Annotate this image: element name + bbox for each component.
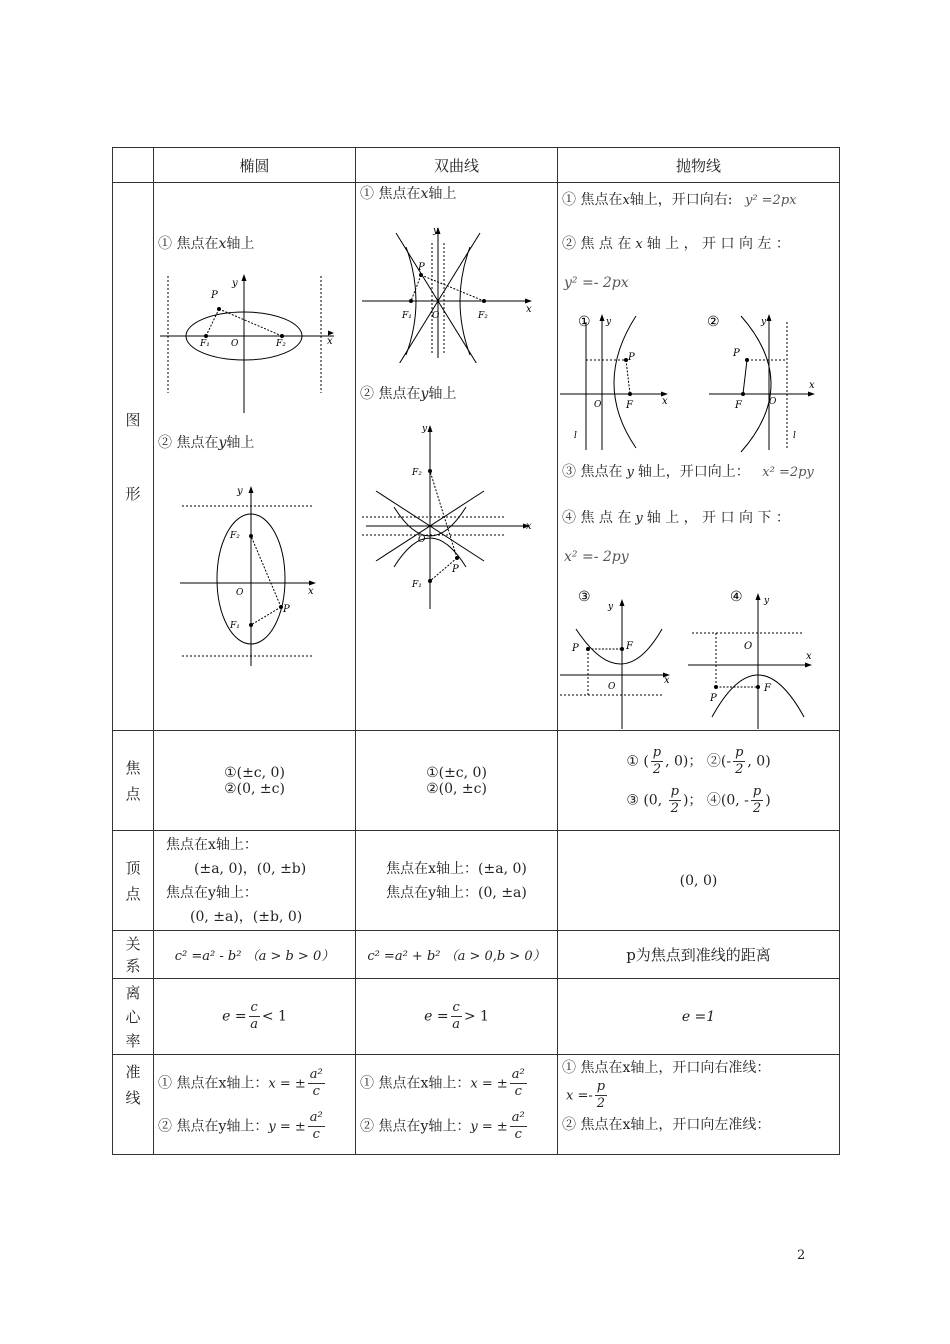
pd-den: 2	[596, 1096, 606, 1111]
svg-text:F₂: F₂	[478, 311, 488, 321]
parabola-directrix-cell	[558, 1055, 840, 1155]
ed-num: a²	[309, 1066, 323, 1082]
parabola-line2-label: ② 焦 点 在	[562, 236, 632, 252]
parabola-right-diagram	[558, 308, 688, 453]
ellipse-eccentricity-cell	[154, 979, 356, 1055]
svg-text:P: P	[211, 290, 218, 301]
hyperbola-directrix-cell	[356, 1055, 558, 1155]
ed-4: y = ±	[268, 1119, 306, 1134]
svg-text:y: y	[422, 424, 428, 434]
parabola-line2-tail: 轴 上 ， 开 口 向 左 ：	[646, 236, 790, 252]
svg-text:F₁: F₁	[402, 311, 412, 321]
svg-text:y: y	[232, 278, 238, 289]
svg-text:x: x	[809, 380, 815, 391]
pd-num: p	[596, 1079, 606, 1094]
svg-text:F: F	[764, 683, 771, 694]
hyperbola-case2-text	[360, 383, 456, 403]
svg-text:x: x	[327, 336, 333, 347]
fig-label-1: ①	[578, 314, 591, 330]
hyperbola-focus-1: ①(±c, 0)	[426, 764, 487, 781]
pf-b-num: p	[735, 744, 744, 760]
pf-c-num: p	[670, 783, 679, 799]
parabola-line1	[562, 189, 796, 209]
svg-text:x: x	[664, 675, 670, 686]
ellipse-focus-cell	[154, 731, 356, 831]
hyperbola-y-focus-diagram	[356, 419, 556, 619]
svg-text:P: P	[572, 643, 579, 654]
vertex-row	[113, 831, 840, 931]
header-row	[113, 148, 840, 183]
parabola-line2-eq: y² =- 2px	[564, 275, 629, 291]
svg-text:F₂: F₂	[276, 339, 286, 349]
hd-line2	[360, 1110, 557, 1143]
ellipse-x-focus-diagram	[154, 268, 354, 418]
parabola-focus-cell	[558, 731, 840, 831]
ed-1: ① 焦点在x轴上：	[158, 1075, 269, 1091]
hd-3: ② 焦点在y轴上：	[360, 1118, 471, 1134]
ellipse-case1-text	[158, 233, 254, 253]
pf-d-num: p	[752, 783, 762, 799]
svg-text:F: F	[735, 400, 742, 411]
hyperbola-x-focus-diagram	[356, 223, 556, 363]
label-eccentricity-text: 离心率	[125, 983, 141, 1050]
ed-line2	[158, 1110, 355, 1143]
svg-text:P: P	[628, 352, 635, 363]
pf-c-den: 2	[670, 800, 679, 816]
svg-text:y: y	[608, 602, 614, 612]
ellipse-relation-cell: c² =a² - b² （a > b > 0）	[154, 931, 356, 979]
ellipse-directrix-cell	[154, 1055, 356, 1155]
parabola-line3-var: y	[626, 465, 634, 480]
svg-text:P: P	[733, 348, 740, 359]
svg-text:O: O	[744, 641, 753, 652]
svg-text:y: y	[606, 317, 612, 327]
ee-num: c	[250, 1000, 258, 1015]
svg-text:F: F	[626, 641, 633, 652]
svg-text:P: P	[283, 604, 290, 615]
ellipse-vertex-1: 焦点在x轴上：	[166, 836, 258, 853]
he-num: c	[452, 1000, 460, 1015]
svg-text:O: O	[608, 682, 616, 692]
pd-line3: ② 焦点在x轴上，开口向左准线：	[562, 1117, 771, 1133]
ee-pre: e =	[222, 1008, 247, 1025]
fig-label-4: ④	[730, 589, 743, 605]
parabola-line4-var: y	[635, 511, 643, 526]
svg-text:O: O	[418, 535, 426, 545]
ellipse-case1-label: ① 焦点在	[158, 236, 219, 252]
header-hyperbola: 双曲线	[356, 148, 558, 183]
focus-row	[113, 731, 840, 831]
ellipse-y-focus-diagram	[154, 478, 354, 668]
fig-label-2: ②	[707, 314, 720, 330]
svg-text:P: P	[452, 564, 459, 575]
label-focus-text: 焦点	[125, 758, 141, 803]
label-figure-text: 图形	[125, 410, 141, 503]
row-label-focus	[113, 731, 154, 831]
row-label-directrix	[113, 1055, 154, 1155]
conic-comparison-table	[112, 147, 840, 1155]
parabola-down-diagram	[686, 583, 836, 731]
svg-text:F₂: F₂	[230, 531, 240, 541]
svg-text:F₁: F₁	[200, 339, 210, 349]
pf-b: ②(-	[706, 753, 732, 769]
svg-text:P: P	[710, 693, 717, 704]
hyperbola-case2-tail: 轴上	[428, 386, 457, 402]
header-ellipse: 椭圆	[154, 148, 356, 183]
svg-text:y: y	[237, 486, 243, 497]
hd-4: y = ±	[470, 1119, 508, 1134]
ed-3: ② 焦点在y轴上：	[158, 1118, 269, 1134]
hyperbola-vertex-cell	[356, 831, 558, 931]
he-post: > 1	[463, 1008, 489, 1025]
hyperbola-case2-var: y	[420, 386, 429, 402]
svg-text:x: x	[662, 396, 668, 407]
ed-2: x = ±	[268, 1076, 306, 1091]
hyperbola-case1-tail: 轴上	[428, 186, 457, 202]
svg-text:O: O	[231, 339, 239, 349]
ed-line1	[158, 1067, 355, 1100]
hyperbola-case1-label: ① 焦点在	[360, 186, 421, 202]
parabola-line2	[562, 233, 790, 253]
ellipse-vertex-4: (0, ±a)，(±b, 0)	[190, 908, 303, 925]
label-relation-text: 关系	[125, 934, 141, 975]
parabola-line1-tail: 轴上，开口向右:	[629, 192, 733, 208]
ellipse-vertex-3: 焦点在y轴上：	[166, 884, 258, 901]
he-pre: e =	[424, 1008, 449, 1025]
figure-row	[113, 183, 840, 731]
parabola-eccentricity-cell: e =1	[558, 979, 840, 1055]
parabola-focus-line1: ① ( $\frac{p}{2}$ , 0)； ②(- $\frac{p}{2}$ , 0)	[626, 744, 771, 777]
svg-text:O: O	[769, 397, 777, 407]
relation-row	[113, 931, 840, 979]
pf-a-num: p	[652, 744, 662, 760]
svg-text:F₁: F₁	[230, 621, 240, 631]
svg-text:O: O	[236, 588, 244, 598]
pf-d: ④(0, -	[706, 792, 749, 808]
hyperbola-figure-cell	[356, 183, 558, 731]
parabola-relation-cell: p为焦点到准线的距离	[558, 931, 840, 979]
parabola-line3	[562, 461, 814, 481]
parabola-line4	[562, 507, 790, 527]
svg-text:x: x	[526, 304, 532, 315]
hd-1: ① 焦点在x轴上：	[360, 1075, 471, 1091]
svg-text:l: l	[574, 431, 577, 441]
parabola-line3-tail: 轴上，开口向上：	[637, 464, 750, 480]
ellipse-case1-tail: 轴上	[226, 236, 255, 252]
pf-b-den: 2	[735, 761, 744, 777]
parabola-line1-label: ① 焦点在	[562, 192, 623, 208]
header-parabola: 抛物线	[558, 148, 840, 183]
pf-a: ①	[626, 753, 639, 769]
ed-den2: c	[312, 1126, 320, 1142]
ee-post: < 1	[261, 1008, 287, 1025]
row-label-vertex	[113, 831, 154, 931]
eccentricity-row	[113, 979, 840, 1055]
svg-text:O: O	[432, 311, 440, 321]
pf-c: ③	[626, 792, 639, 808]
ellipse-case2-tail: 轴上	[226, 435, 255, 451]
svg-text:x: x	[308, 586, 314, 597]
ellipse-vertex-cell	[154, 831, 356, 931]
parabola-line4-eq: x² =- 2py	[564, 549, 629, 565]
hyperbola-case1-text	[360, 183, 456, 203]
hd-den: c	[514, 1083, 522, 1099]
pd-x: x =-	[566, 1088, 593, 1104]
svg-text:F: F	[626, 400, 633, 411]
svg-text:l: l	[793, 431, 796, 441]
hyperbola-vertex-1: 焦点在x轴上：(±a, 0)	[386, 860, 527, 877]
parabola-up-diagram	[558, 583, 683, 731]
pd-line1: ① 焦点在x轴上，开口向右准线：	[562, 1060, 771, 1076]
parabola-line3-label: ③ 焦点在	[562, 464, 623, 480]
svg-text:F₁: F₁	[412, 580, 422, 590]
parabola-line4-label: ④ 焦 点 在	[562, 510, 632, 526]
hd-num: a²	[511, 1066, 525, 1082]
ed-num2: a²	[309, 1109, 323, 1125]
ed-den: c	[312, 1083, 320, 1099]
hyperbola-focus-cell	[356, 731, 558, 831]
row-label-relation	[113, 931, 154, 979]
hyperbola-eccentricity-cell	[356, 979, 558, 1055]
pf-a-den: 2	[652, 761, 662, 777]
ellipse-figure-cell	[154, 183, 356, 731]
hd-den2: c	[514, 1126, 522, 1142]
svg-text:y: y	[764, 596, 770, 606]
header-empty	[113, 148, 154, 183]
parabola-left-diagram	[703, 308, 833, 453]
ellipse-focus-1: ①(±c, 0)	[224, 764, 285, 781]
ellipse-case2-text	[158, 432, 254, 452]
parabola-vertex-cell: (0, 0)	[558, 831, 840, 931]
row-label-figure	[113, 183, 154, 731]
hyperbola-vertex-2: 焦点在y轴上：(0, ±a)	[386, 884, 527, 901]
row-label-eccentricity	[113, 979, 154, 1055]
ee-den: a	[250, 1017, 259, 1032]
ellipse-vertex-2: (±a, 0)，(0, ±b)	[194, 860, 307, 877]
svg-text:y: y	[761, 317, 767, 327]
pf-d-den: 2	[752, 800, 762, 816]
pd-line2	[566, 1079, 839, 1112]
ellipse-focus-2: ②(0, ±c)	[224, 780, 285, 797]
hyperbola-focus-2: ②(0, ±c)	[426, 780, 487, 797]
ellipse-case1-var: x	[218, 236, 227, 252]
fig-label-3: ③	[578, 589, 591, 605]
svg-text:O: O	[594, 400, 602, 410]
page-number: 2	[797, 1248, 806, 1263]
parabola-figure-cell	[558, 183, 840, 731]
parabola-line3-eq: x² =2py	[762, 465, 814, 480]
directrix-row	[113, 1055, 840, 1155]
svg-text:P: P	[418, 262, 425, 273]
parabola-line2-var: x	[635, 237, 643, 252]
label-vertex-text: 顶点	[125, 858, 141, 903]
parabola-line4-tail: 轴 上 ， 开 口 向 下 ：	[646, 510, 790, 526]
svg-text:y: y	[433, 226, 439, 236]
ellipse-case2-var: y	[218, 435, 227, 451]
he-den: a	[452, 1017, 461, 1032]
hyperbola-relation-cell: c² =a² + b² （a > 0,b > 0）	[356, 931, 558, 979]
svg-text:x: x	[526, 521, 532, 532]
hyperbola-case2-label: ② 焦点在	[360, 386, 421, 402]
hd-num2: a²	[511, 1109, 525, 1125]
hyperbola-case1-var: x	[420, 186, 429, 202]
ellipse-case2-label: ② 焦点在	[158, 435, 219, 451]
parabola-line1-eq: y² =2px	[744, 193, 797, 208]
label-directrix-text: 准线	[125, 1063, 141, 1107]
svg-text:F₂: F₂	[412, 468, 422, 478]
hd-2: x = ±	[470, 1076, 508, 1091]
svg-text:x: x	[806, 651, 812, 662]
parabola-focus-line2: ③ (0, $\frac{p}{2}$ )； ④(0, - $\frac{p}{2}$ )	[626, 783, 771, 816]
hd-line1	[360, 1067, 557, 1100]
parabola-line1-var: x	[622, 193, 630, 208]
